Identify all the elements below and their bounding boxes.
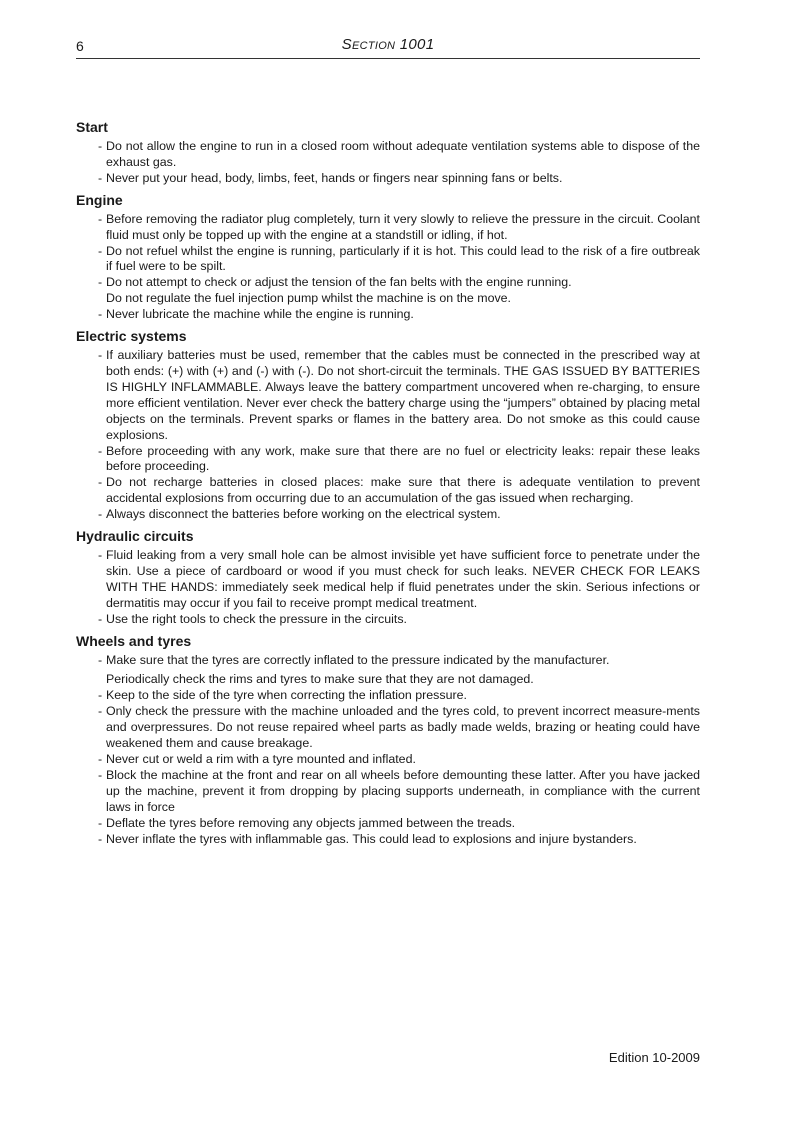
document-body [76,119,700,852]
list-item [76,475,700,507]
bullet-dash: - [98,139,103,153]
list-item [76,212,700,244]
list-item [76,672,700,688]
list-item [76,688,700,704]
edition-label: Edition 10-2009 [608,1050,700,1065]
list-item-text: Keep to the side of the tyre when correcting the inflation pressure. [106,688,467,703]
list-item [76,275,700,291]
list-item-text: Only check the pressure with the machine unloaded and the tyres cold, to prevent incorrect measure-ments and overpressures. Do not reuse repaired wheel parts as badly made welds, brazing or heating could have weakened them and cause breakage. [106,704,700,751]
list-item-text: Do not refuel whilst the engine is running, particularly if it is hot. This could lead to the risk of a fire outbreak if fuel were to be spilt. [106,243,700,274]
bullet-dash: - [98,507,103,522]
bullet-dash: - [98,548,103,563]
bullet-dash: - [98,307,103,322]
bullet-dash: - [98,611,103,626]
list-item [76,507,700,523]
list-item [76,653,700,669]
list-item [76,704,700,752]
list-item [76,816,700,832]
list-item-text: Before removing the radiator plug completely, turn it very slowly to relieve the pressure in the circuit. Coolant fluid must only be topped up with the engine at a standstill or idling, if hot. [106,211,700,242]
section-wheels-and-tyres [76,633,700,848]
list-item [76,244,700,276]
section-heading: Start [76,119,108,135]
bullet-dash: - [98,443,103,458]
list-item-text: Do not allow the engine to run in a closed room without adequate ventilation systems able to dispose of the exhaust gas. [106,139,700,169]
section-heading: Hydraulic circuits [76,528,194,545]
section-title: Section 1001 [341,36,435,53]
section-engine [76,192,700,323]
list-item-text: If auxiliary batteries must be used, remember that the cables must be connected in the prescribed way at both ends: (+) with (+) and (-) with (-). Do not short-circuit the terminals. THE GAS ISSUED BY BATTERIES IS HIGHLY INFLAMMABLE. Always leave the battery compartment uncovered when re-charging, to ensure more efficient ventilation. Never ever check the battery charge using the “jumpers” obtained by placing metal objects on the terminals. Prevent sparks or flames in the battery area. Do not smoke as this could cause explosions. [106,348,700,442]
bullet-dash: - [98,688,103,703]
list-item-text: Never inflate the tyres with inflammable gas. This could lead to explosions and injure bystanders. [106,831,637,846]
list-item [76,832,700,848]
list-item-text: Deflate the tyres before removing any objects jammed between the treads. [106,815,516,830]
page-number: 6 [76,38,84,54]
list-item [76,307,700,323]
list-item [76,548,700,612]
list-item-text: Never put your head, body, limbs, feet, hands or fingers near spinning fans or belts. [106,170,563,185]
list-item-text: Never lubricate the machine while the engine is running. [106,307,414,322]
list-item [76,768,700,816]
bullet-dash: - [98,475,103,490]
bullet-dash: - [98,170,103,185]
list-item-text: Always disconnect the batteries before working on the electrical system. [106,507,501,522]
section-hydraulic-circuits [76,528,700,628]
bullet-dash: - [98,815,103,830]
list-item-text: Fluid leaking from a very small hole can be almost invisible yet have sufficient force to penetrate under the skin. Use a piece of cardboard or wood if you must check for such leaks. NEVER CHECK FOR LEAKS WITH THE HANDS: immediately seek medical help if fluid penetrates under the skin. Serious infections or dermatitis may occur if you fail to receive prompt medical treatment. [106,548,700,610]
page-header [76,36,700,59]
list-item-text: Periodically check the rims and tyres to make sure that they are not damaged. [106,672,534,687]
section-electric-systems [76,328,700,523]
list-item-text: Do not attempt to check or adjust the tension of the fan belts with the engine running. [106,275,572,290]
list-item [76,171,700,187]
list-item [76,444,700,476]
bullet-dash: - [98,704,103,719]
list-item [76,612,700,628]
section-start [76,119,700,187]
list-item [76,139,700,171]
bullet-dash: - [98,752,103,766]
list-item-text: Do not recharge batteries in closed places: make sure that there is adequate ventilation to prevent accidental explosions from occurring due to an accumulation of the gas issued when recharging. [106,475,700,506]
bullet-dash: - [98,211,103,226]
bullet-dash: - [98,275,103,290]
list-item-text: Make sure that the tyres are correctly inflated to the pressure indicated by the manufacturer. [106,652,610,667]
bullet-dash: - [98,652,103,667]
bullet-dash: - [98,348,103,363]
list-item-text: Do not regulate the fuel injection pump whilst the machine is on the move. [106,291,511,306]
section-heading: Engine [76,191,123,208]
list-item [76,291,700,307]
bullet-dash: - [98,767,103,782]
list-item-text: Before proceeding with any work, make sure that there are no fuel or electricity leaks: repair these leaks before proceeding. [106,443,700,474]
section-heading: Electric systems [76,328,187,345]
section-heading: Wheels and tyres [76,632,192,649]
list-item [76,348,700,443]
list-item [76,752,700,768]
list-item-text: Block the machine at the front and rear on all wheels before demounting these latter. After you have jacked up the machine, prevent it from dropping by placing supports underneath, in compliance with the current laws in force [106,767,700,814]
list-item-text: Never cut or weld a rim with a tyre mounted and inflated. [106,752,416,766]
bullet-dash: - [98,243,103,258]
list-item-text: Use the right tools to check the pressure in the circuits. [106,611,407,626]
bullet-dash: - [98,831,103,846]
